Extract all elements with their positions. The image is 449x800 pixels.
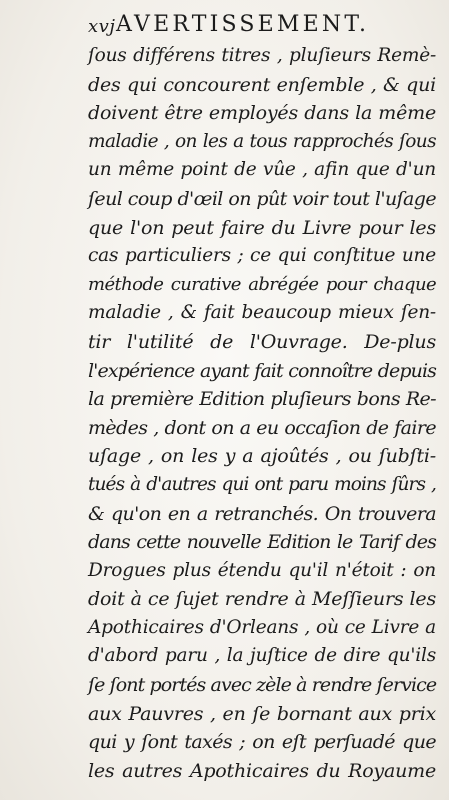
text-line: doivent être employés dans la même [88,102,436,125]
text-line: uſage , on les y a ajoûtés , ou ſubſti- [88,445,436,468]
text-line: d'abord paru , la juſtice de dire qu'ils [88,645,436,667]
text-line: mèdes , dont on a eu occaſion de faire [88,416,436,439]
text-line: ſous différens titres , pluſieurs Remè- [88,45,436,66]
text-line: que l'on peut faire du Livre pour les [88,216,436,239]
page-header [88,12,408,40]
text-line: ſeul coup d'œil on pût voir tout l'uſage [88,187,436,210]
text-line: doit à ce ſujet rendre à Meſſieurs les [88,588,436,611]
text-line: dans cette nouvelle Edition le Tarif des [88,531,436,554]
text-line: maladie , & fait beaucoup mieux ſen- [88,302,436,324]
text-line: l'expérience ayant fait connoître depuis [88,359,436,382]
text-line: tir l'utilité de l'Ouvrage. De-plus [88,330,436,353]
text-line: la première Edition pluſieurs bons Re- [88,388,436,411]
text-line: qui y ſont taxés ; on eſt perſuadé que [88,731,436,754]
text-line: maladie , on les a tous rapprochés ſous [88,130,436,152]
text-line: tués à d'autres qui ont paru moins ſûrs , [88,473,436,495]
page-number: xvj [88,16,116,37]
text-line: & qu'on en a retranchés. On trouvera [88,502,436,525]
text-line: Drogues plus étendu qu'il n'étoit : on [88,559,436,581]
body-text [88,42,436,785]
text-line: aux Pauvres , en ſe bornant aux prix [88,702,436,725]
running-head: AVERTISSEMENT. [116,12,370,37]
text-line: cas particuliers ; ce qui conſtitue une [88,245,436,267]
text-line: méthode curative abrégée pour chaque [88,273,436,295]
text-line: Apothicaires d'Orleans , où ce Livre a [88,616,436,638]
text-line: un même point de vûe , afin que d'un [88,159,436,181]
text-line: les autres Apothicaires du Royaume [88,759,436,782]
text-line: ſe ſont portés avec zèle à rendre ſervice [88,674,437,697]
text-line: des qui concourent enſemble , & qui [88,73,436,96]
